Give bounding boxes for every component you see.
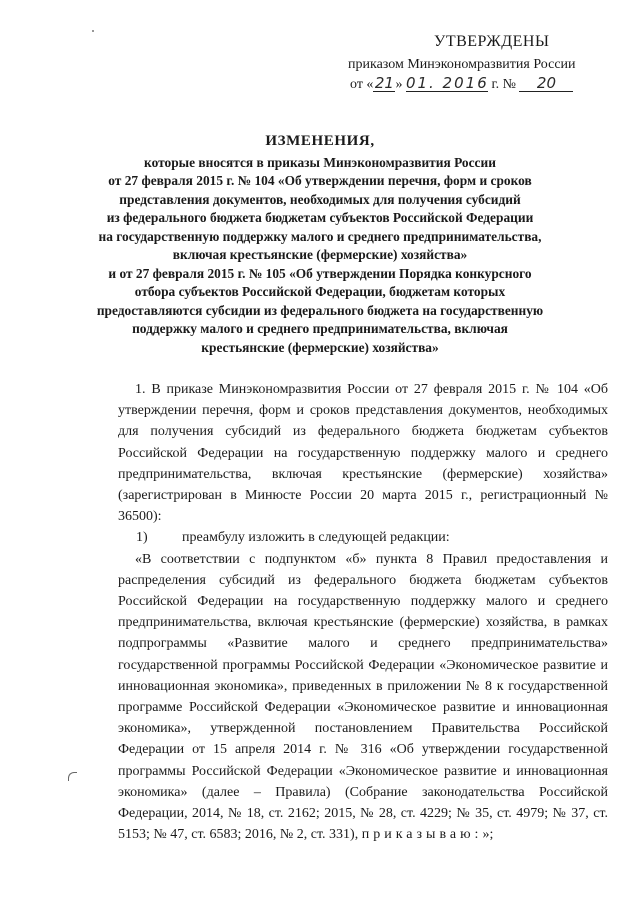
year-suffix: г. № <box>491 77 516 92</box>
approval-stamp-block <box>340 32 610 95</box>
title-line: отбора субъектов Российской Федерации, бюджетам которых <box>134 284 506 299</box>
handwritten-order-number: 20 <box>519 75 573 92</box>
paragraph-1: 1. В приказе Минэкономразвития России от 27 февраля 2015 г. № 104 «Об утверждении перечня, форм и сроков представления документов, необходимых для получения субсидий из федерального бюджета бюджетам субъектов Российской Федерации на государственную поддержку малого и среднего предпринимательства, включая крестьянские (фермерские) хозяйства» (зарегистрирован в Минюсте России 20 марта 2015 г., регистрационный № 36500): <box>118 382 608 525</box>
scan-mark <box>68 772 77 781</box>
title-line: представления документов, необходимых для получения субсидий <box>119 191 521 207</box>
title-main: ИЗМЕНЕНИЯ, <box>265 133 375 149</box>
list-item-number: 1) <box>136 530 148 546</box>
paragraph-2 <box>118 549 608 846</box>
approval-heading: УТВЕРЖДЕНЫ <box>434 33 550 50</box>
day-suffix: » <box>395 77 403 92</box>
handwritten-day: 21 <box>374 74 394 92</box>
title-line: и от 27 февраля 2015 г. № 105 «Об утверждении Порядка конкурсного <box>108 265 532 281</box>
order-word: приказываю: <box>361 827 483 843</box>
list-item-text: преамбулу изложить в следующей редакции: <box>182 530 450 546</box>
scan-speck <box>92 30 94 32</box>
title-line: крестьянские (фермерские) хозяйства» <box>201 339 439 355</box>
paragraph-2-end: »; <box>482 827 494 843</box>
title-line: поддержку малого и среднего предпринимательства, включая <box>132 321 508 336</box>
date-prefix: от « <box>350 77 374 92</box>
title-line: на государственную поддержку малого и среднего предпринимательства, <box>98 228 542 244</box>
document-title <box>70 132 570 357</box>
title-line: предоставляются субсидии из федерального бюджета на государственную <box>96 302 544 318</box>
document-body <box>118 379 608 845</box>
approval-order-line: приказом Минэкономразвития России <box>348 57 576 72</box>
approval-date-line <box>340 75 610 95</box>
title-line: из федерального бюджета бюджетам субъектов Российской Федерации <box>106 210 534 225</box>
title-line: которые вносятся в приказы Минэкономразвития России <box>144 154 496 170</box>
list-item-1 <box>118 527 608 548</box>
title-line: от 27 февраля 2015 г. № 104 «Об утверждении перечня, форм и сроков <box>108 173 532 188</box>
title-line: включая крестьянские (фермерские) хозяйства» <box>172 247 468 262</box>
handwritten-month-year: 01. 2016 <box>405 74 489 92</box>
paragraph-2-text: «В соответствии с подпунктом «б» пункта 8 Правил предоставления и распределения субсидий из федерального бюджета бюджетам субъектов Российской Федерации на государственную поддержку малого и среднего предпринимательства, включая крестьянские (фермерские) хозяйства, в рамках подпрограммы «Развитие малого и среднего предпринимательства» государственной программы Российской Федерации «Экономическое развитие и инновационная экономика», приведенных в приложении № 8 к государственной программе Российской Федерации «Экономическое развитие и инновационная экономика», утвержденной постановлением Правительства Российской Федерации от 15 апреля 2014 г. № 316 «Об утверждении государственной программы Российской Федерации «Экономическое развитие и инновационная экономика» (далее – Правила) (Собрание законодательства Российской Федерации, 2014, № 18, ст. 2162; 2015, № 28, ст. 4229; № 35, ст. 4979; № 37, ст. 5153; № 47, ст. 6583; 2016, № 2, ст. 331), <box>118 551 608 843</box>
